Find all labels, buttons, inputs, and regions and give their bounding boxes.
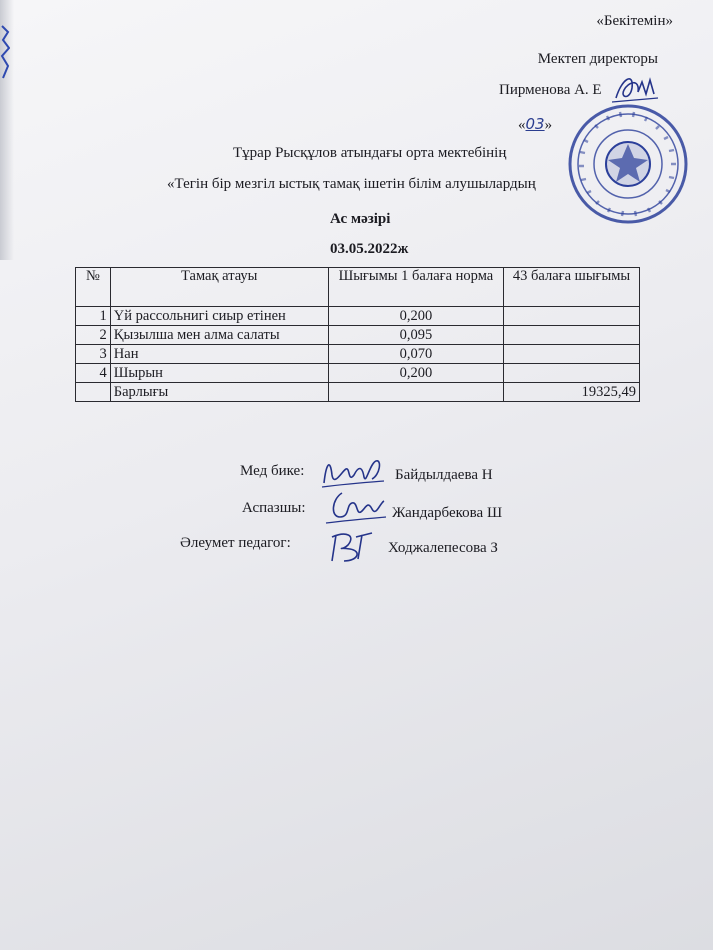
date-open-quote: « [518,117,526,133]
approval-date [518,115,552,134]
cook-signature [322,487,388,531]
cook-label: Аспазшы: [242,500,306,516]
row-total [504,364,640,383]
row-name: Қызылша мен алма салаты [110,326,328,345]
menu-table [75,267,640,402]
program-name: «Тегін бір мезгіл ыстық тамақ ішетін білім алушылардың [167,176,536,192]
date-day: 03 [525,115,545,133]
row-name: Нан [110,345,328,364]
row-norm: 0,070 [328,345,503,364]
total-label: Барлығы [110,383,328,402]
total-norm-cell [328,383,503,402]
table-row [76,307,640,326]
row-no: 4 [76,364,111,383]
row-no: 1 [76,307,111,326]
row-total [504,345,640,364]
blue-edge-mark [0,22,10,82]
header-no: № [76,268,111,307]
table-row [76,326,640,345]
row-total [504,326,640,345]
social-pedagogue-name: Ходжалепесова З [388,540,498,556]
menu-date: 03.05.2022ж [330,241,409,257]
nurse-name: Байдылдаева Н [395,467,493,483]
table-row [76,364,640,383]
row-name: Үй рассольнигі сиыр етінен [110,307,328,326]
social-pedagogue-signature [322,527,382,567]
menu-title: Ас мәзірі [330,211,391,227]
director-name: Пирменова А. Е [499,82,602,98]
row-total [504,307,640,326]
table-total-row [76,383,640,402]
row-norm: 0,095 [328,326,503,345]
director-title: Мектеп директоры [537,51,658,67]
header-total: 43 балаға шығымы [504,268,640,307]
school-name: Тұрар Рысқұлов атындағы орта мектебінің [233,145,507,161]
social-pedagogue-label: Әлеумет педагог: [180,535,291,551]
row-name: Шырын [110,364,328,383]
total-no-cell [76,383,111,402]
row-no: 3 [76,345,111,364]
header-name: Тамақ атауы [110,268,328,307]
row-norm: 0,200 [328,364,503,383]
nurse-label: Мед бике: [240,463,305,479]
date-close-quote: » [544,117,553,133]
row-no: 2 [76,326,111,345]
table-header-row [76,268,640,307]
cook-name: Жандарбекова Ш [392,505,503,521]
table-row [76,345,640,364]
round-stamp [560,100,690,228]
header-norm: Шығымы 1 балаға норма [328,268,503,307]
row-norm: 0,200 [328,307,503,326]
approve-label: «Бекітемін» [596,13,673,29]
total-value: 19325,49 [504,383,640,402]
